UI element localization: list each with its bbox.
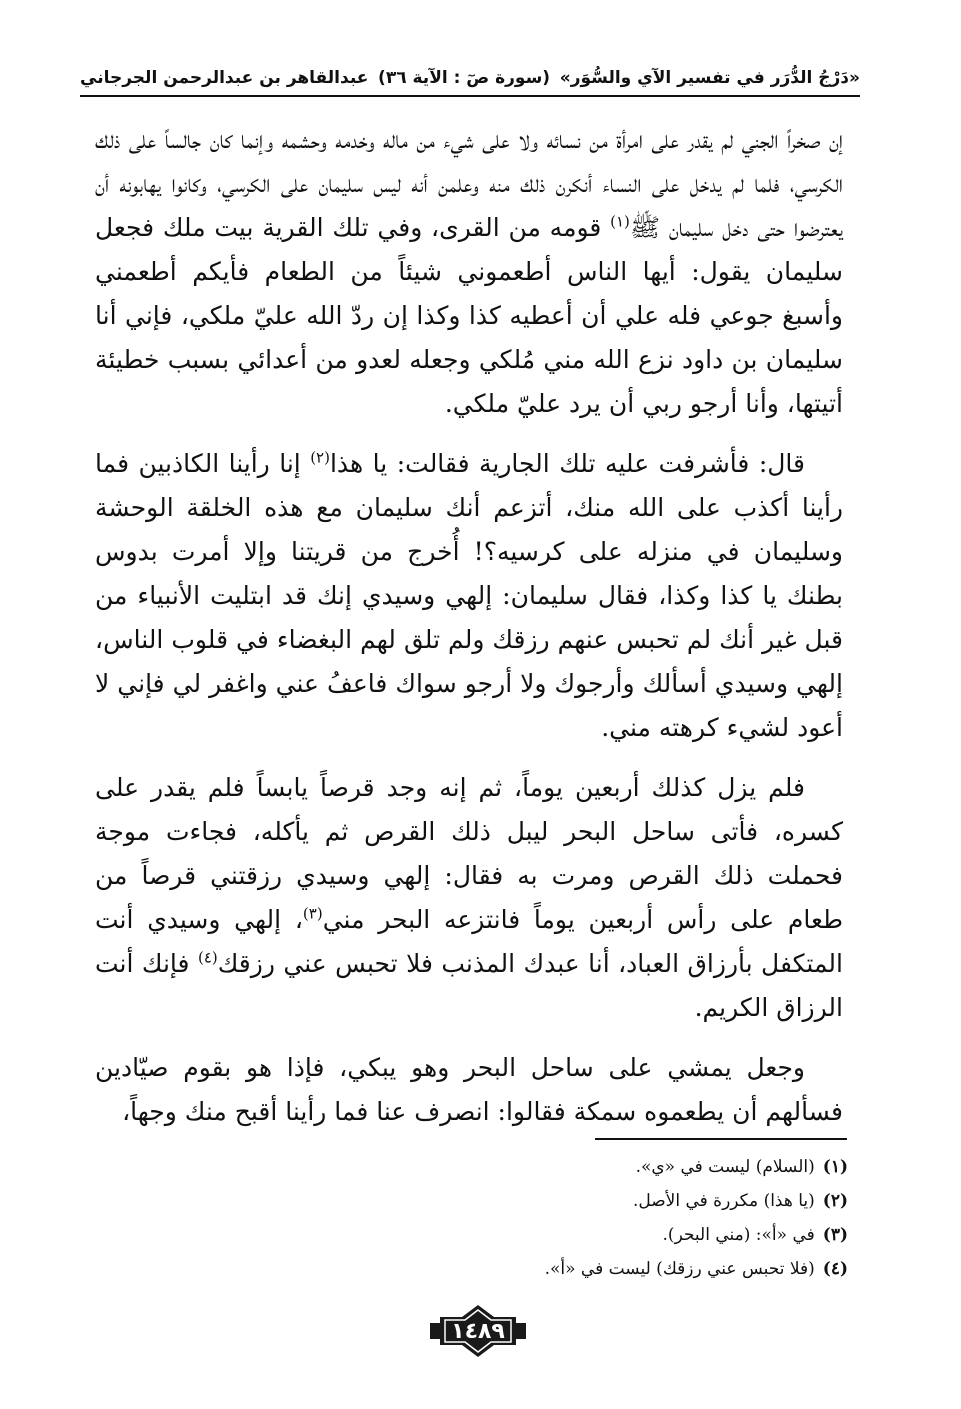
paragraph-2: [95, 442, 843, 750]
header-divider: [80, 95, 860, 97]
footnote-2: [300, 1184, 848, 1218]
paragraph-1-text-b: قومه من القرى، وفي تلك القرية بيت ملك فجعل سليمان يقول: أيها الناس أطعموني شيئاً من الطعام فأيكم أطعمني وأسبغ جوعي فله علي أن أعطيه كذا وكذا إن ردّ الله عليّ ملكي، فإني أنا سليمان بن داود نزع الله مني مُلكي وجعله لعدو من أعدائي بسبب خطيئة أتيتها، وأنا أرجو ربي أن يرد عليّ ملكي.: [95, 213, 843, 418]
page-number-ornament: [428, 1303, 528, 1359]
footnote-number: (٢): [822, 1191, 848, 1211]
footnote-ref-2[interactable]: (٢): [310, 448, 330, 467]
footnote-text: (فلا تحبس عني رزقك) ليست في «أ».: [544, 1259, 815, 1279]
footnotes: [300, 1150, 848, 1286]
paragraph-3-text-a: فلم يزل كذلك أربعين يوماً، ثم إنه وجد قرصاً يابساً فلم يقدر على كسره، فأتى ساحل البحر ليبل ذلك القرص ثم يأكله، فجاءت موجة فحملت ذلك القرص ومرت به فقال: إلهي وسيدي رزقتني قرصاً من طعام على رأس أربعين يوماً فانتزعه البحر مني: [95, 773, 843, 934]
footnote-number: (٣): [822, 1225, 848, 1245]
footnote-text: في «أ»: (مني البحر).: [662, 1225, 815, 1245]
main-text: [95, 118, 843, 1134]
footnote-divider: [595, 1138, 847, 1140]
footnote-text: (يا هذا) مكررة في الأصل.: [632, 1191, 815, 1211]
paragraph-1-text-a: إن صخراً الجني لم يقدر على امرأة من نسائه ولا على شيء من ماله وخدمه وحشمه وإنما كان جالساً على ذلك الكرسي، فلما لم يدخل على النساء أنكرن ذلك منه وعلمن أنه ليس سليمان على الكرسي، وكانوا يهابونه أن يعترضوا حتى دخل سليمان ﷺ: [95, 125, 843, 242]
footnote-ref-4[interactable]: (٤): [197, 948, 218, 967]
paragraph-2-text-a: قال: فأشرفت عليه تلك الجارية فقالت: يا هذا: [329, 449, 805, 478]
paragraph-3: [95, 766, 843, 1030]
paragraph-4: وجعل يمشي على ساحل البحر وهو يبكي، فإذا هو بقوم صيّادين فسألهم أن يطعموه سمكة فقالوا: انصرف عنا فما رأينا أقبح منك وجهاً،: [95, 1053, 843, 1126]
header-author: عبدالقاهر بن عبدالرحمن الجرجاني: [80, 68, 369, 88]
paragraph-1: [95, 118, 843, 426]
footnote-ref-3[interactable]: (٣): [302, 904, 323, 923]
footnote-1: [300, 1150, 848, 1184]
paragraph-3-text-b: ، إلهي وسيدي أنت المتكفل بأرزاق العباد، أنا عبدك المذنب فلا تحبس عني رزقك: [95, 905, 843, 978]
paragraph-3-text-c: فإنك أنت الرزاق الكريم.: [95, 949, 843, 1022]
footnote-4: [300, 1252, 848, 1286]
footnote-text: (السلام) ليست في «ي».: [635, 1157, 815, 1177]
footnote-number: (١): [822, 1157, 848, 1177]
footnote-ref-1[interactable]: (١): [610, 212, 630, 231]
running-header: [80, 62, 860, 94]
header-book-title: «دَرْجُ الدُّرَر في تفسير الآي والسُّوَر»: [559, 68, 860, 88]
footnote-3: [300, 1218, 848, 1252]
paragraph-2-text-b: إنا رأينا الكاذبين فما رأينا أكذب على الله منك، أتزعم أنك سليمان مع هذه الخلقة الوحشة وسليمان في منزله على كرسيه؟! أُخرج من قريتنا وإلا أمرت بدوس بطنك يا كذا وكذا، فقال سليمان: إلهي وسيدي إنك قد ابتليت الأنبياء من قبل غير أنك لم تحبس عنهم رزقك ولم تلق لهم البغضاء في قلوب الناس، إلهي وسيدي أسألك وأرجوك ولا أرجو سواك فاعفُ عني واغفر لي فإني لا أعود لشيء كرهته مني.: [95, 449, 843, 742]
footnote-number: (٤): [822, 1259, 848, 1279]
header-surah-reference: (سورة صٓ : الآية ٣٦): [378, 68, 551, 88]
page-number: ١٤٨٩: [451, 1318, 505, 1344]
